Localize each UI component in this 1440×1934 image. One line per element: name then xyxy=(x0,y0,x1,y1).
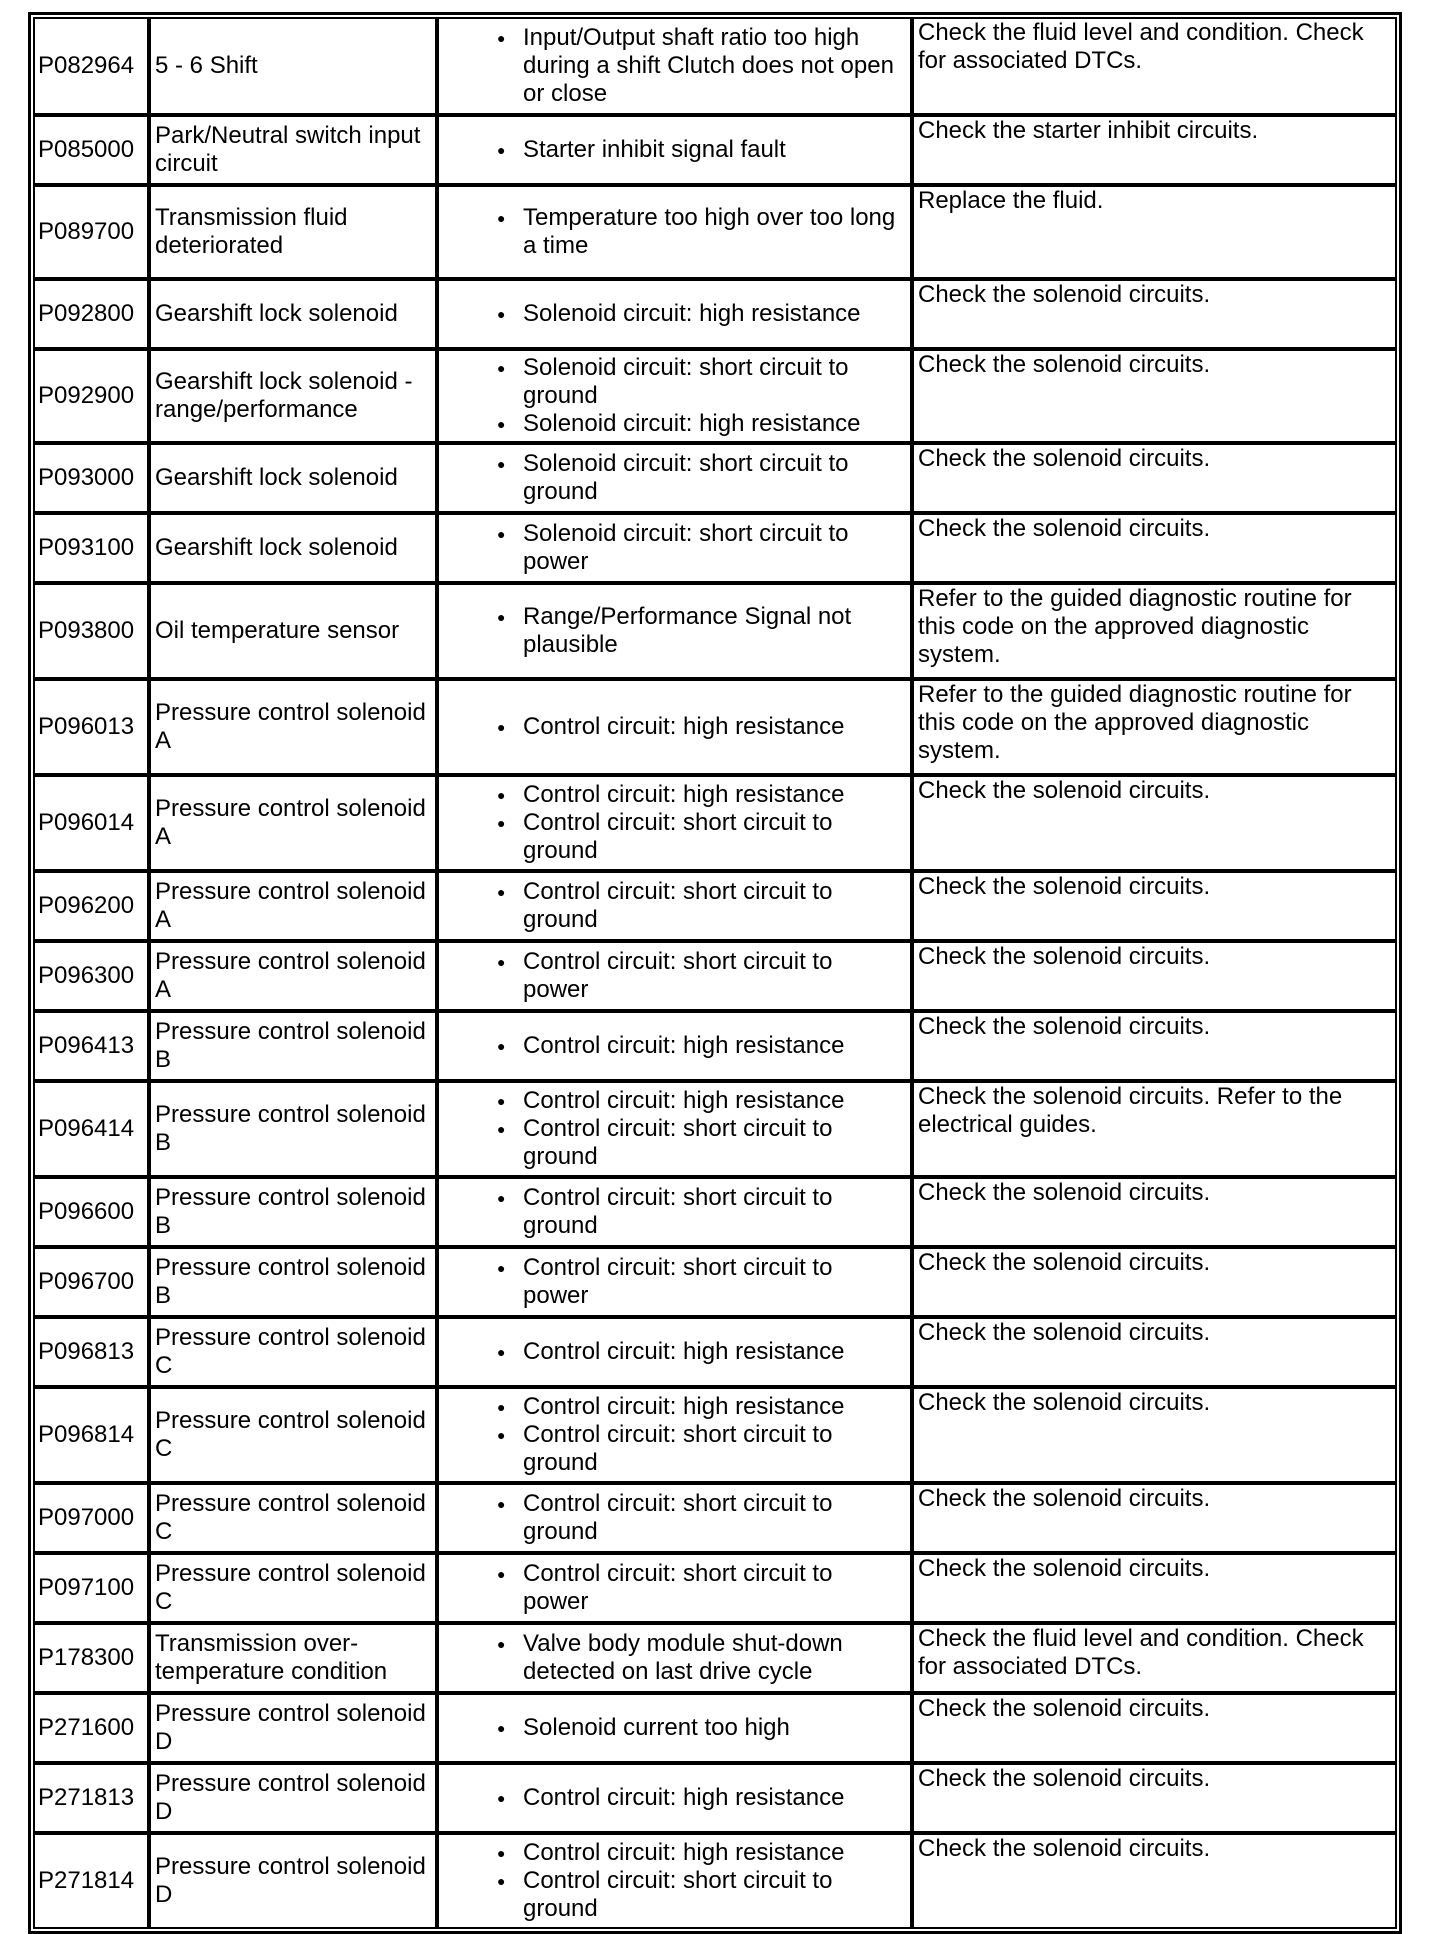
dtc-conditions xyxy=(437,679,912,775)
table-row xyxy=(33,1317,1397,1387)
dtc-action: Check the solenoid circuits. xyxy=(912,1833,1397,1929)
dtc-description: Gearshift lock solenoid xyxy=(149,513,437,583)
table-row xyxy=(33,583,1397,679)
dtc-table-body xyxy=(33,17,1397,1929)
dtc-code: P093100 xyxy=(33,513,149,583)
dtc-action: Check the solenoid circuits. xyxy=(912,1387,1397,1483)
dtc-description: Oil temperature sensor xyxy=(149,583,437,679)
condition-item: ● Control circuit: short circuit to power xyxy=(449,1254,904,1310)
dtc-conditions xyxy=(437,513,912,583)
dtc-description: Pressure control solenoid B xyxy=(149,1011,437,1081)
dtc-conditions xyxy=(437,1177,912,1247)
dtc-code: P093000 xyxy=(33,443,149,513)
dtc-action: Check the solenoid circuits. Refer to the electrical guides. xyxy=(912,1081,1397,1177)
condition-list xyxy=(449,450,904,506)
dtc-conditions xyxy=(437,349,912,443)
dtc-conditions xyxy=(437,1833,912,1929)
dtc-action: Check the solenoid circuits. xyxy=(912,1177,1397,1247)
dtc-action: Replace the fluid. xyxy=(912,185,1397,279)
condition-item: ● Starter inhibit signal fault xyxy=(449,136,904,164)
table-row xyxy=(33,871,1397,941)
table-row xyxy=(33,679,1397,775)
condition-item: ● Input/Output shaft ratio too high during a shift Clutch does not open or close xyxy=(449,24,904,108)
table-row xyxy=(33,1553,1397,1623)
dtc-action: Check the solenoid circuits. xyxy=(912,279,1397,349)
condition-list xyxy=(449,354,904,438)
dtc-conditions xyxy=(437,17,912,115)
dtc-action: Check the solenoid circuits. xyxy=(912,1317,1397,1387)
dtc-description: Pressure control solenoid B xyxy=(149,1247,437,1317)
condition-item: ● Control circuit: high resistance xyxy=(449,1087,904,1115)
dtc-conditions xyxy=(437,583,912,679)
table-row xyxy=(33,1247,1397,1317)
dtc-conditions xyxy=(437,115,912,185)
dtc-action: Check the solenoid circuits. xyxy=(912,1011,1397,1081)
dtc-action: Check the solenoid circuits. xyxy=(912,513,1397,583)
condition-list xyxy=(449,1254,904,1310)
dtc-code: P096200 xyxy=(33,871,149,941)
dtc-code: P097100 xyxy=(33,1553,149,1623)
dtc-conditions xyxy=(437,1317,912,1387)
dtc-action: Check the solenoid circuits. xyxy=(912,1693,1397,1763)
dtc-action: Check the solenoid circuits. xyxy=(912,941,1397,1011)
condition-list xyxy=(449,204,904,260)
condition-item: ● Solenoid circuit: short circuit to ground xyxy=(449,450,904,506)
dtc-code: P096300 xyxy=(33,941,149,1011)
dtc-action: Check the solenoid circuits. xyxy=(912,349,1397,443)
dtc-description: Transmission over-temperature condition xyxy=(149,1623,437,1693)
dtc-description: Pressure control solenoid D xyxy=(149,1763,437,1833)
dtc-description: Pressure control solenoid D xyxy=(149,1693,437,1763)
condition-item: ● Control circuit: high resistance xyxy=(449,1338,904,1366)
table-row xyxy=(33,1483,1397,1553)
dtc-action: Check the solenoid circuits. xyxy=(912,1483,1397,1553)
dtc-description: Pressure control solenoid C xyxy=(149,1317,437,1387)
condition-list xyxy=(449,1630,904,1686)
dtc-code: P271813 xyxy=(33,1763,149,1833)
dtc-description: Pressure control solenoid C xyxy=(149,1387,437,1483)
condition-list xyxy=(449,1490,904,1546)
condition-list xyxy=(449,603,904,659)
dtc-conditions xyxy=(437,941,912,1011)
dtc-conditions xyxy=(437,1553,912,1623)
dtc-action: Check the starter inhibit circuits. xyxy=(912,115,1397,185)
condition-list xyxy=(449,878,904,934)
condition-item: ● Solenoid circuit: short circuit to power xyxy=(449,520,904,576)
dtc-action: Check the solenoid circuits. xyxy=(912,443,1397,513)
dtc-description: Gearshift lock solenoid xyxy=(149,443,437,513)
condition-item: ● Control circuit: short circuit to power xyxy=(449,1560,904,1616)
dtc-code: P096700 xyxy=(33,1247,149,1317)
dtc-description: Pressure control solenoid C xyxy=(149,1553,437,1623)
condition-item: ● Solenoid circuit: high resistance xyxy=(449,410,904,438)
dtc-code: P082964 xyxy=(33,17,149,115)
dtc-description: Gearshift lock solenoid xyxy=(149,279,437,349)
condition-item: ● Valve body module shut-down detected on last drive cycle xyxy=(449,1630,904,1686)
dtc-conditions xyxy=(437,1081,912,1177)
table-row xyxy=(33,941,1397,1011)
dtc-code: P096600 xyxy=(33,1177,149,1247)
dtc-action: Check the solenoid circuits. xyxy=(912,1553,1397,1623)
table-row xyxy=(33,1081,1397,1177)
dtc-code: P096014 xyxy=(33,775,149,871)
condition-list xyxy=(449,1714,904,1742)
table-row xyxy=(33,1763,1397,1833)
condition-item: ● Control circuit: short circuit to ground xyxy=(449,878,904,934)
dtc-conditions xyxy=(437,279,912,349)
dtc-conditions xyxy=(437,1483,912,1553)
table-row xyxy=(33,17,1397,115)
condition-item: ● Control circuit: high resistance xyxy=(449,1839,904,1867)
dtc-code: P271814 xyxy=(33,1833,149,1929)
table-row xyxy=(33,279,1397,349)
condition-list xyxy=(449,24,904,108)
dtc-description: Pressure control solenoid A xyxy=(149,775,437,871)
condition-item: ● Control circuit: short circuit to power xyxy=(449,948,904,1004)
dtc-code: P097000 xyxy=(33,1483,149,1553)
dtc-description: Pressure control solenoid A xyxy=(149,871,437,941)
dtc-conditions xyxy=(437,1247,912,1317)
dtc-description: Pressure control solenoid A xyxy=(149,679,437,775)
dtc-conditions xyxy=(437,185,912,279)
dtc-description: Pressure control solenoid B xyxy=(149,1177,437,1247)
dtc-code: P093800 xyxy=(33,583,149,679)
condition-list xyxy=(449,713,904,741)
condition-item: ● Control circuit: high resistance xyxy=(449,713,904,741)
dtc-action: Refer to the guided diagnostic routine for this code on the approved diagnostic system. xyxy=(912,583,1397,679)
condition-item: ● Control circuit: high resistance xyxy=(449,1784,904,1812)
dtc-code: P096413 xyxy=(33,1011,149,1081)
condition-list xyxy=(449,136,904,164)
dtc-action: Check the solenoid circuits. xyxy=(912,1247,1397,1317)
condition-list xyxy=(449,1087,904,1171)
dtc-code: P096414 xyxy=(33,1081,149,1177)
table-row xyxy=(33,1011,1397,1081)
dtc-conditions xyxy=(437,1387,912,1483)
condition-item: ● Solenoid current too high xyxy=(449,1714,904,1742)
condition-item: ● Control circuit: short circuit to ground xyxy=(449,809,904,865)
table-row xyxy=(33,1623,1397,1693)
condition-item: ● Temperature too high over too long a time xyxy=(449,204,904,260)
table-row xyxy=(33,1387,1397,1483)
dtc-action: Check the solenoid circuits. xyxy=(912,1763,1397,1833)
dtc-description: Pressure control solenoid A xyxy=(149,941,437,1011)
condition-item: ● Control circuit: short circuit to ground xyxy=(449,1421,904,1477)
condition-item: ● Solenoid circuit: short circuit to ground xyxy=(449,354,904,410)
dtc-conditions xyxy=(437,775,912,871)
dtc-action: Check the fluid level and condition. Check for associated DTCs. xyxy=(912,17,1397,115)
condition-item: ● Control circuit: high resistance xyxy=(449,781,904,809)
dtc-code: P092800 xyxy=(33,279,149,349)
dtc-code: P089700 xyxy=(33,185,149,279)
dtc-conditions xyxy=(437,871,912,941)
table-row xyxy=(33,349,1397,443)
dtc-description: 5 - 6 Shift xyxy=(149,17,437,115)
dtc-conditions xyxy=(437,1693,912,1763)
dtc-conditions xyxy=(437,1011,912,1081)
condition-item: ● Range/Performance Signal not plausible xyxy=(449,603,904,659)
condition-list xyxy=(449,1784,904,1812)
condition-item: ● Control circuit: short circuit to ground xyxy=(449,1115,904,1171)
dtc-description: Park/Neutral switch input circuit xyxy=(149,115,437,185)
dtc-conditions xyxy=(437,443,912,513)
dtc-action: Check the solenoid circuits. xyxy=(912,775,1397,871)
table-row xyxy=(33,1693,1397,1763)
condition-item: ● Solenoid circuit: high resistance xyxy=(449,300,904,328)
dtc-conditions xyxy=(437,1763,912,1833)
condition-list xyxy=(449,1560,904,1616)
condition-list xyxy=(449,520,904,576)
table-row xyxy=(33,513,1397,583)
dtc-code: P096814 xyxy=(33,1387,149,1483)
condition-item: ● Control circuit: high resistance xyxy=(449,1032,904,1060)
condition-item: ● Control circuit: short circuit to ground xyxy=(449,1867,904,1923)
dtc-action: Refer to the guided diagnostic routine for this code on the approved diagnostic system. xyxy=(912,679,1397,775)
condition-item: ● Control circuit: short circuit to ground xyxy=(449,1184,904,1240)
condition-list xyxy=(449,948,904,1004)
dtc-code: P092900 xyxy=(33,349,149,443)
condition-list xyxy=(449,300,904,328)
condition-list xyxy=(449,1184,904,1240)
condition-item: ● Control circuit: short circuit to ground xyxy=(449,1490,904,1546)
dtc-conditions xyxy=(437,1623,912,1693)
table-row xyxy=(33,185,1397,279)
condition-list xyxy=(449,1032,904,1060)
dtc-code: P096013 xyxy=(33,679,149,775)
dtc-description: Pressure control solenoid C xyxy=(149,1483,437,1553)
dtc-description: Pressure control solenoid B xyxy=(149,1081,437,1177)
table-row xyxy=(33,443,1397,513)
dtc-code: P085000 xyxy=(33,115,149,185)
dtc-code: P178300 xyxy=(33,1623,149,1693)
dtc-code: P271600 xyxy=(33,1693,149,1763)
dtc-code: P096813 xyxy=(33,1317,149,1387)
condition-item: ● Control circuit: high resistance xyxy=(449,1393,904,1421)
table-row xyxy=(33,775,1397,871)
table-row xyxy=(33,1833,1397,1929)
condition-list xyxy=(449,1393,904,1477)
condition-list xyxy=(449,781,904,865)
table-row xyxy=(33,1177,1397,1247)
dtc-action: Check the solenoid circuits. xyxy=(912,871,1397,941)
dtc-table xyxy=(28,12,1402,1934)
dtc-description: Gearshift lock solenoid - range/performance xyxy=(149,349,437,443)
condition-list xyxy=(449,1839,904,1923)
dtc-description: Pressure control solenoid D xyxy=(149,1833,437,1929)
condition-list xyxy=(449,1338,904,1366)
table-row xyxy=(33,115,1397,185)
dtc-description: Transmission fluid deteriorated xyxy=(149,185,437,279)
dtc-action: Check the fluid level and condition. Check for associated DTCs. xyxy=(912,1623,1397,1693)
